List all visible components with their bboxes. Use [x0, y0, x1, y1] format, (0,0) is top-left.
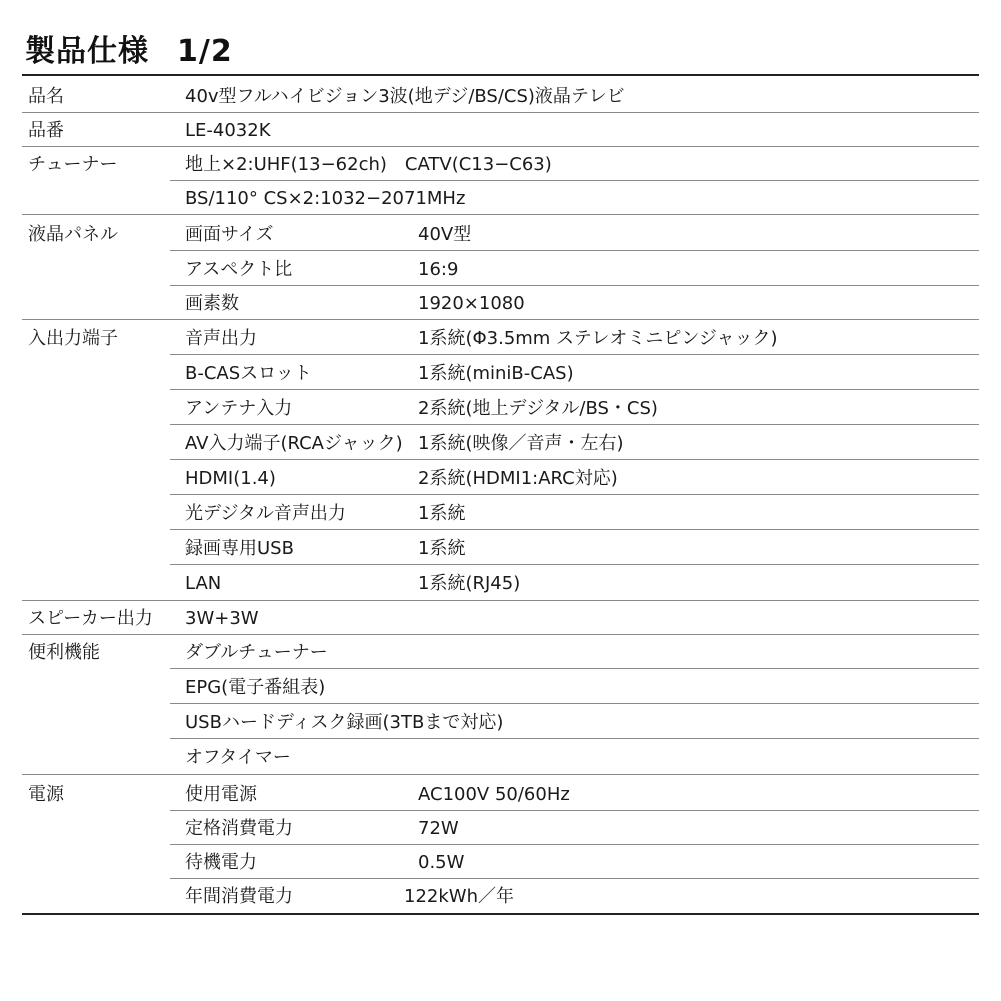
row-divider	[22, 634, 979, 635]
row-divider	[170, 180, 979, 181]
row-divider	[22, 774, 979, 775]
spec-label: 電源	[28, 784, 64, 805]
row-divider	[22, 214, 979, 215]
row-divider	[22, 319, 979, 320]
row-divider	[170, 424, 979, 425]
row-divider	[170, 844, 979, 845]
spec-subitem: B-CASスロット	[185, 363, 312, 384]
spec-value: 1系統	[418, 503, 466, 524]
spec-label: 液晶パネル	[28, 224, 118, 245]
row-divider	[170, 668, 979, 669]
row-divider	[22, 600, 979, 601]
spec-label: 品名	[28, 86, 64, 107]
spec-subitem: 画面サイズ	[185, 224, 274, 245]
spec-value: 40v型フルハイビジョン3波(地デジ/BS/CS)液晶テレビ	[185, 86, 625, 107]
row-divider	[170, 285, 979, 286]
row-divider	[170, 564, 979, 565]
spec-value: 1系統(RJ45)	[418, 573, 521, 594]
spec-value: 2系統(地上デジタル/BS・CS)	[418, 398, 658, 419]
top-rule	[22, 74, 979, 76]
spec-value: 1系統(Φ3.5mm ステレオミニピンジャック)	[418, 328, 778, 349]
spec-value: 1系統(映像／音声・左右)	[418, 433, 624, 454]
spec-label: スピーカー出力	[28, 608, 153, 629]
spec-value: 122kWh／年	[404, 886, 514, 907]
row-divider	[170, 738, 979, 739]
spec-value: AC100V 50/60Hz	[418, 784, 570, 805]
spec-value: 0.5W	[418, 852, 465, 873]
spec-subitem: 使用電源	[185, 784, 257, 805]
spec-subitem: 音声出力	[185, 328, 257, 349]
spec-value: 3W+3W	[185, 608, 259, 629]
row-divider	[22, 112, 979, 113]
spec-subitem: AV入力端子(RCAジャック)	[185, 433, 403, 454]
spec-value: USBハードディスク録画(3TBまで対応)	[185, 712, 504, 733]
spec-subitem: 画素数	[185, 293, 239, 314]
row-divider	[170, 494, 979, 495]
spec-subitem: 待機電力	[185, 852, 257, 873]
spec-value: オフタイマー	[185, 747, 291, 768]
spec-label: 便利機能	[28, 642, 100, 663]
row-divider	[170, 703, 979, 704]
spec-subitem: アスペクト比	[185, 259, 293, 280]
spec-label: 品番	[28, 120, 64, 141]
spec-value: 1系統(miniB-CAS)	[418, 363, 574, 384]
spec-value: 1系統	[418, 538, 466, 559]
spec-value: ダブルチューナー	[185, 642, 328, 663]
spec-value: LE-4032K	[185, 120, 271, 141]
spec-value: 16:9	[418, 259, 459, 280]
spec-subitem: HDMI(1.4)	[185, 468, 276, 489]
spec-subitem: 年間消費電力	[185, 886, 293, 907]
spec-subitem: アンテナ入力	[185, 398, 293, 419]
spec-subitem: 光デジタル音声出力	[185, 503, 346, 524]
spec-value: 1920×1080	[418, 293, 525, 314]
spec-label: チューナー	[28, 154, 118, 175]
spec-subitem: 録画専用USB	[185, 538, 294, 559]
row-divider	[170, 529, 979, 530]
spec-subitem: LAN	[185, 573, 222, 594]
spec-value: BS/110° CS×2:1032−2071MHz	[185, 188, 466, 209]
spec-subitem: 定格消費電力	[185, 818, 293, 839]
bottom-rule	[22, 913, 979, 915]
row-divider	[170, 389, 979, 390]
row-divider	[170, 878, 979, 879]
spec-label: 入出力端子	[28, 328, 118, 349]
row-divider	[170, 810, 979, 811]
spec-value: 2系統(HDMI1:ARC対応)	[418, 468, 618, 489]
title-text: 製品仕様	[25, 34, 149, 69]
row-divider	[170, 250, 979, 251]
page-number: 1/2	[177, 34, 233, 69]
spec-value: EPG(電子番組表)	[185, 677, 326, 698]
row-divider	[22, 146, 979, 147]
page-title	[25, 26, 233, 70]
spec-value: 72W	[418, 818, 459, 839]
row-divider	[170, 354, 979, 355]
spec-value: 40V型	[418, 224, 472, 245]
row-divider	[170, 459, 979, 460]
spec-value: 地上×2:UHF(13−62ch) CATV(C13−C63)	[185, 154, 552, 175]
